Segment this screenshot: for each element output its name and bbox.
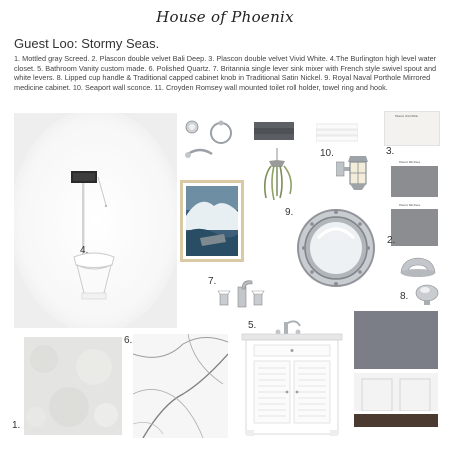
label-8: 8. [400, 291, 409, 302]
sink-mixer-image [216, 277, 268, 311]
bathroom-vanity-image [240, 318, 344, 438]
item-description: 1. Mottled gray Screed. 2. Plascon double velvet Bali Deep. 3. Plascon double velvet Vivid White. 4.The Burlington high level water closet. 5. Bathroom Vanity custom made. 6. Polished Quartz. 7. Britannia single lever sink mixer with French style swivel spout and white levers. 8. Lipped cup handle & Traditional capped cabinet knob in Traditional Satin Nickel. 9. Royal Naval Porthole Mirrored medicine cabinet. 10. Seaport wall sconce. 11. Croyden Romsey wall mounted toilet roll holder, towel ring and hook. [14, 54, 437, 92]
bali-deep-swatch-2-label: Plascon Bali Deep [399, 204, 421, 207]
hanging-plant-image [256, 148, 298, 202]
label-4: 4. [80, 245, 89, 256]
label-3: 3. [386, 146, 395, 157]
label-5: 5. [248, 320, 257, 331]
towels-dark-image [254, 120, 294, 142]
porthole-mirror-image [296, 208, 376, 288]
bali-deep-swatch-2 [391, 203, 438, 246]
bali-deep-swatch-1 [391, 160, 438, 197]
wall-sconce-image [336, 148, 372, 200]
label-6: 6. [124, 335, 133, 346]
cup-handle-image [398, 255, 438, 281]
board-subtitle: Guest Loo: Stormy Seas. [14, 36, 160, 51]
wall-panelling-image [354, 311, 438, 427]
label-9: 9. [285, 207, 294, 218]
label-7: 7. [208, 276, 217, 287]
board-title: House of Phoenix [156, 8, 294, 26]
toilet-roll-holder-icon [184, 118, 252, 168]
label-1: 1. [12, 420, 21, 431]
label-10: 10. [320, 148, 334, 159]
stormy-sea-picture [180, 180, 244, 262]
label-2: 2. [387, 235, 396, 246]
cabinet-knob-image [414, 283, 440, 307]
toilet-image [14, 113, 177, 328]
towels-white-image [316, 122, 358, 142]
mottled-screed-swatch [24, 337, 122, 435]
vivid-white-swatch [384, 111, 440, 146]
polished-quartz-swatch [133, 334, 228, 438]
bali-deep-swatch-1-label: Plascon Bali Deep [399, 161, 421, 164]
vivid-white-swatch-label: Plascon Vivid White [395, 115, 418, 118]
